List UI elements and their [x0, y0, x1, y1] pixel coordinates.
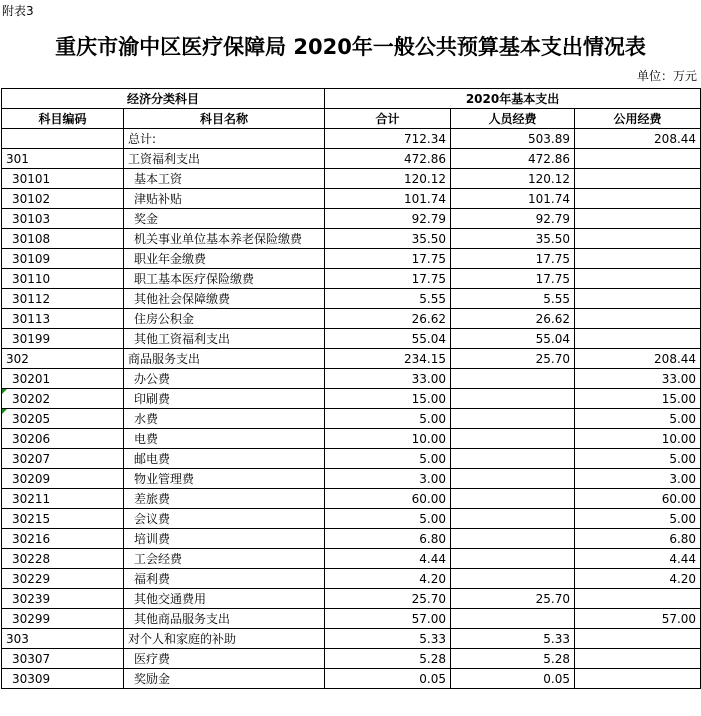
row-name: 对个人和家庭的补助	[124, 629, 325, 649]
row-total: 5.28	[325, 649, 451, 669]
row-personnel: 0.05	[451, 669, 575, 689]
table-row	[2, 649, 701, 669]
row-personnel	[451, 369, 575, 389]
row-public: 5.00	[575, 449, 701, 469]
row-public	[575, 309, 701, 329]
row-code: 30211	[2, 489, 124, 509]
row-code: 30112	[2, 289, 124, 309]
row-public	[575, 149, 701, 169]
row-public: 5.00	[575, 509, 701, 529]
row-public	[575, 189, 701, 209]
row-personnel: 17.75	[451, 249, 575, 269]
row-total: 15.00	[325, 389, 451, 409]
row-code: 30207	[2, 449, 124, 469]
row-name: 其他交通费用	[124, 589, 325, 609]
row-code: 30201	[2, 369, 124, 389]
table-row	[2, 269, 701, 289]
row-name: 奖金	[124, 209, 325, 229]
row-name: 其他社会保障缴费	[124, 289, 325, 309]
row-code: 30216	[2, 529, 124, 549]
row-name: 工会经费	[124, 549, 325, 569]
table-row	[2, 409, 701, 429]
row-total: 35.50	[325, 229, 451, 249]
row-personnel	[451, 569, 575, 589]
row-code: 30110	[2, 269, 124, 289]
row-personnel	[451, 469, 575, 489]
row-total: 33.00	[325, 369, 451, 389]
row-public	[575, 169, 701, 189]
row-total: 6.80	[325, 529, 451, 549]
page-title: 重庆市渝中区医疗保障局 2020年一般公共预算基本支出情况表	[55, 35, 646, 59]
row-public: 15.00	[575, 389, 701, 409]
row-personnel	[451, 409, 575, 429]
row-public: 57.00	[575, 609, 701, 629]
table-row	[2, 509, 701, 529]
row-total: 5.00	[325, 449, 451, 469]
row-code: 30109	[2, 249, 124, 269]
row-name: 办公费	[124, 369, 325, 389]
row-public	[575, 269, 701, 289]
row-total: 17.75	[325, 269, 451, 289]
row-code	[2, 129, 124, 149]
table-row	[2, 289, 701, 309]
row-name: 奖励金	[124, 669, 325, 689]
row-total: 4.20	[325, 569, 451, 589]
row-total: 92.79	[325, 209, 451, 229]
table-row	[2, 189, 701, 209]
row-code: 30199	[2, 329, 124, 349]
row-personnel: 5.33	[451, 629, 575, 649]
row-public	[575, 649, 701, 669]
row-public	[575, 289, 701, 309]
header-name: 科目名称	[124, 109, 325, 129]
table-row	[2, 169, 701, 189]
row-total: 55.04	[325, 329, 451, 349]
row-total: 5.00	[325, 409, 451, 429]
row-code: 30228	[2, 549, 124, 569]
row-personnel: 503.89	[451, 129, 575, 149]
table-row	[2, 629, 701, 649]
row-code: 30229	[2, 569, 124, 589]
table-row	[2, 249, 701, 269]
table-row	[2, 449, 701, 469]
row-total: 120.12	[325, 169, 451, 189]
row-total: 25.70	[325, 589, 451, 609]
row-total: 0.05	[325, 669, 451, 689]
table-row	[2, 389, 701, 409]
row-total: 57.00	[325, 609, 451, 629]
row-code: 30206	[2, 429, 124, 449]
row-code: 303	[2, 629, 124, 649]
row-code: 30102	[2, 189, 124, 209]
row-total: 10.00	[325, 429, 451, 449]
row-code: 30205	[2, 409, 124, 429]
row-code: 30299	[2, 609, 124, 629]
row-public: 5.00	[575, 409, 701, 429]
header-row-1	[2, 89, 701, 109]
row-code: 30309	[2, 669, 124, 689]
table-row	[2, 149, 701, 169]
row-code: 30202	[2, 389, 124, 409]
row-total: 5.55	[325, 289, 451, 309]
table-row	[2, 229, 701, 249]
table-row	[2, 549, 701, 569]
row-personnel	[451, 429, 575, 449]
row-personnel: 472.86	[451, 149, 575, 169]
row-total: 234.15	[325, 349, 451, 369]
row-total: 60.00	[325, 489, 451, 509]
table-row	[2, 609, 701, 629]
row-personnel	[451, 389, 575, 409]
header-total: 合计	[325, 109, 451, 129]
row-personnel	[451, 529, 575, 549]
row-personnel: 5.55	[451, 289, 575, 309]
row-code: 30215	[2, 509, 124, 529]
row-public	[575, 229, 701, 249]
header-row-2	[2, 109, 701, 129]
table-row	[2, 589, 701, 609]
header-year-expense: 2020年基本支出	[325, 89, 701, 109]
row-code: 30101	[2, 169, 124, 189]
row-personnel	[451, 609, 575, 629]
header-code: 科目编码	[2, 109, 124, 129]
row-total: 5.33	[325, 629, 451, 649]
header-category: 经济分类科目	[2, 89, 325, 109]
row-name: 会议费	[124, 509, 325, 529]
row-personnel	[451, 489, 575, 509]
table-row	[2, 329, 701, 349]
row-name: 职工基本医疗保险缴费	[124, 269, 325, 289]
row-personnel: 120.12	[451, 169, 575, 189]
row-public	[575, 629, 701, 649]
row-personnel: 17.75	[451, 269, 575, 289]
row-code: 30307	[2, 649, 124, 669]
row-name: 总计:	[124, 129, 325, 149]
row-name: 培训费	[124, 529, 325, 549]
table-row	[2, 469, 701, 489]
row-code: 301	[2, 149, 124, 169]
row-code: 30209	[2, 469, 124, 489]
row-personnel: 25.70	[451, 589, 575, 609]
table-row	[2, 569, 701, 589]
row-total: 17.75	[325, 249, 451, 269]
header-public: 公用经费	[575, 109, 701, 129]
table-row	[2, 489, 701, 509]
row-name: 基本工资	[124, 169, 325, 189]
row-public: 3.00	[575, 469, 701, 489]
table-row	[2, 349, 701, 369]
row-public: 6.80	[575, 529, 701, 549]
header-personnel: 人员经费	[451, 109, 575, 129]
row-total: 712.34	[325, 129, 451, 149]
row-code: 30108	[2, 229, 124, 249]
row-public: 60.00	[575, 489, 701, 509]
row-total: 472.86	[325, 149, 451, 169]
row-total: 3.00	[325, 469, 451, 489]
row-personnel: 101.74	[451, 189, 575, 209]
row-name: 工资福利支出	[124, 149, 325, 169]
row-public: 208.44	[575, 129, 701, 149]
row-personnel: 92.79	[451, 209, 575, 229]
row-name: 差旅费	[124, 489, 325, 509]
row-total: 5.00	[325, 509, 451, 529]
row-personnel: 35.50	[451, 229, 575, 249]
row-public	[575, 329, 701, 349]
budget-table	[1, 88, 701, 689]
row-code: 30103	[2, 209, 124, 229]
row-code: 302	[2, 349, 124, 369]
row-code: 30239	[2, 589, 124, 609]
table-row	[2, 369, 701, 389]
row-name: 印刷费	[124, 389, 325, 409]
row-public	[575, 249, 701, 269]
row-total: 4.44	[325, 549, 451, 569]
row-public: 208.44	[575, 349, 701, 369]
row-public: 4.44	[575, 549, 701, 569]
row-name: 邮电费	[124, 449, 325, 469]
row-public	[575, 209, 701, 229]
table-row	[2, 529, 701, 549]
row-name: 机关事业单位基本养老保险缴费	[124, 229, 325, 249]
row-public: 4.20	[575, 569, 701, 589]
row-code: 30113	[2, 309, 124, 329]
table-row	[2, 129, 701, 149]
row-name: 电费	[124, 429, 325, 449]
row-name: 水费	[124, 409, 325, 429]
row-personnel: 26.62	[451, 309, 575, 329]
row-public: 10.00	[575, 429, 701, 449]
row-personnel	[451, 509, 575, 529]
row-personnel	[451, 549, 575, 569]
table-row	[2, 309, 701, 329]
row-personnel: 25.70	[451, 349, 575, 369]
row-name: 津贴补贴	[124, 189, 325, 209]
row-personnel	[451, 449, 575, 469]
row-total: 101.74	[325, 189, 451, 209]
row-personnel: 55.04	[451, 329, 575, 349]
row-public	[575, 589, 701, 609]
table-row	[2, 429, 701, 449]
row-total: 26.62	[325, 309, 451, 329]
row-name: 住房公积金	[124, 309, 325, 329]
row-name: 职业年金缴费	[124, 249, 325, 269]
row-public: 33.00	[575, 369, 701, 389]
unit-label: 单位：万元	[636, 69, 697, 83]
row-name: 物业管理费	[124, 469, 325, 489]
row-personnel: 5.28	[451, 649, 575, 669]
row-name: 医疗费	[124, 649, 325, 669]
attachment-label: 附表3	[2, 4, 34, 18]
table-row	[2, 209, 701, 229]
row-name: 其他商品服务支出	[124, 609, 325, 629]
row-name: 其他工资福利支出	[124, 329, 325, 349]
row-public	[575, 669, 701, 689]
row-name: 福利费	[124, 569, 325, 589]
table-row	[2, 669, 701, 689]
row-name: 商品服务支出	[124, 349, 325, 369]
